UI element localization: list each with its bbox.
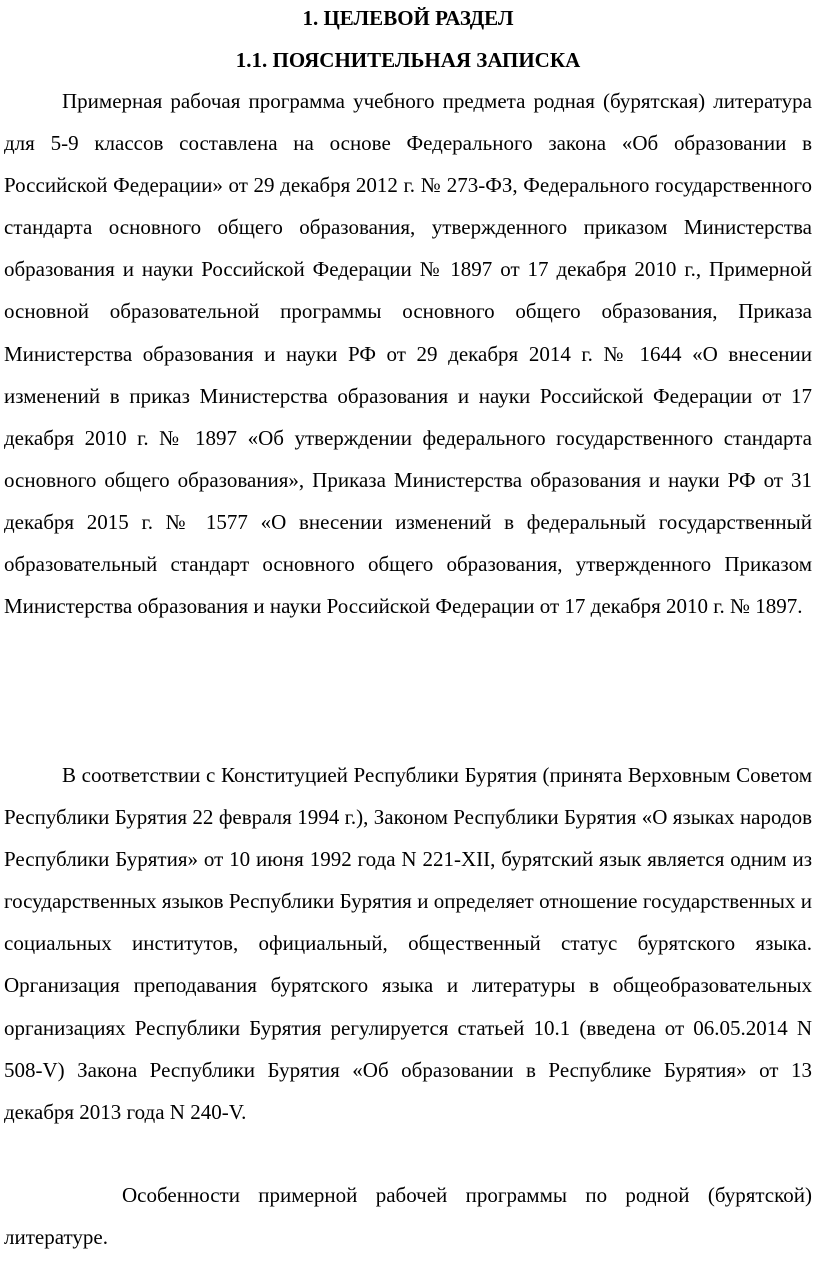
section-heading: 1. ЦЕЛЕВОЙ РАЗДЕЛ — [302, 6, 514, 30]
paragraph-program-basis: Примерная рабочая программа учебного предмета родная (бурятская) литература для 5-9 классов составлена на основе Федерального закона «Об образовании в Российской Федерации» от 29 декабря 2012 г. № 273-ФЗ, Федерального государственного стандарта основного общего образования, утвержденного приказом Министерства образования и науки Российской Федерации № 1897 от 17 декабря 2010 г., Примерной основной образовательной программы основного общего образования, Приказа Министерства образования и науки РФ от 29 декабря 2014 г. № 1644 «О внесении изменений в приказ Министерства образования и науки Российской Федерации от 17 декабря 2010 г. № 1897 «Об утверждении федерального государственного стандарта основного общего образования», Приказа Министерства образования и науки РФ от 31 декабря 2015 г. № 1577 «О внесении изменений в федеральный государственный образовательный стандарт основного общего образования, утвержденного Приказом Министерства образования и науки Российской Федерации от 17 декабря 2010 г. № 1897. — [4, 89, 812, 619]
paragraph-program-features: Особенности примерной рабочей программы по родной (бурятской) литературе. — [4, 1183, 812, 1250]
paragraph-buryat-language-status: В соответствии с Конституцией Республики Бурятия (принята Верховным Советом Республики Бурятия 22 февраля 1994 г.), Законом Республики Бурятия «О языках народов Республики Бурятия» от 10 июня 1992 года N 221-XII, бурятский язык является одним из государственных языков Республики Бурятия и определяет отношение государственных и социальных институтов, официальный, общественный статус бурятского языка. Организация преподавания бурятского языка и литературы в общеобразовательных организациях Республики Бурятия регулируется статьей 10.1 (введена от 06.05.2014 N 508-V) Закона Республики Бурятия «Об образовании в Республике Бурятия» от 13 декабря 2013 года N 240-V. — [4, 763, 812, 1124]
subsection-heading: 1.1. ПОЯСНИТЕЛЬНАЯ ЗАПИСКА — [235, 48, 581, 72]
